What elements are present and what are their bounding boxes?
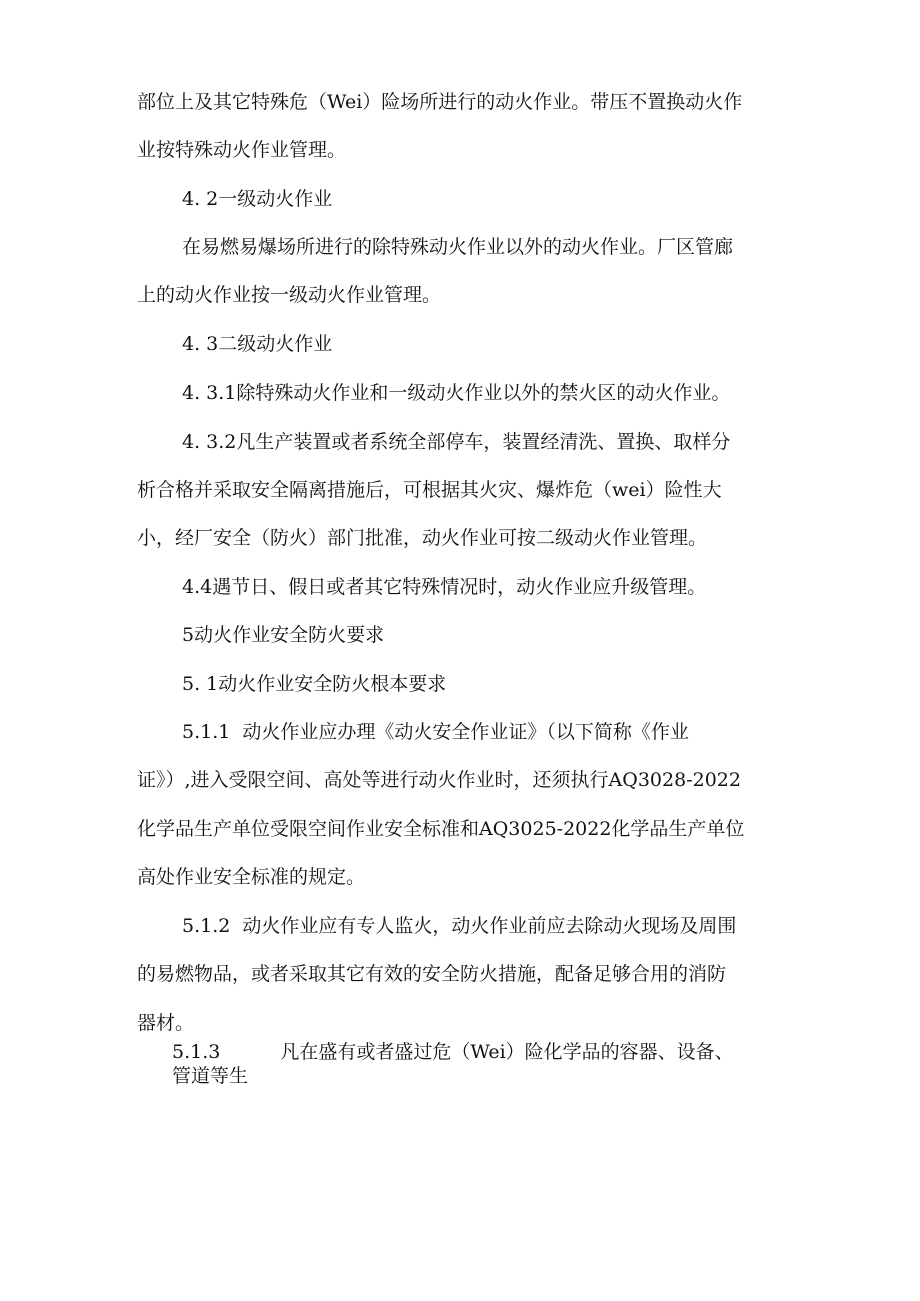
text-line: 化学品生产单位受限空间作业安全标准和AQ3025-2022化学品生产单位	[137, 818, 745, 840]
text-line: 在易燃易爆场所进行的除特殊动火作业以外的动火作业。厂区管廊	[182, 236, 734, 258]
text-line: 器材。	[137, 1012, 195, 1034]
text-line: 的易燃物品，或者采取其它有效的安全防火措施，配备足够合用的消防	[137, 963, 727, 985]
last-item-continuation: 管道等生	[172, 1065, 249, 1087]
text-line: 上的动火作业按一级动火作业管理。	[137, 284, 442, 306]
section-heading: 4. 3二级动火作业	[182, 333, 333, 355]
text-line: 5.1.1 动火作业应办理《动火安全作业证》（以下简称《作业	[182, 721, 689, 743]
text-line: 析合格并采取安全隔离措施后，可根据其火灾、爆炸危（wei）险性大	[137, 479, 722, 501]
text-line: 业按特殊动火作业管理。	[137, 139, 347, 161]
last-item-number: 5.1.3	[172, 1041, 221, 1063]
text-line: 证》）,进入受限空间、高处等进行动火作业时，还须执行AQ3028-2022	[137, 769, 741, 791]
last-item-line	[172, 1040, 734, 1064]
text-line: 4. 3.1除特殊动火作业和一级动火作业以外的禁火区的动火作业。	[182, 382, 731, 404]
text-line: 部位上及其它特殊危（Wei）险场所进行的动火作业。带压不置换动火作	[137, 91, 743, 113]
text-line: 4. 3.2凡生产装置或者系统全部停车，装置经清洗、置换、取样分	[182, 431, 731, 453]
section-heading: 4. 2一级动火作业	[182, 188, 333, 210]
text-line: 4.4遇节日、假日或者其它特殊情况时，动火作业应升级管理。	[182, 576, 707, 598]
text-line: 小，经厂安全（防火）部门批准，动火作业可按二级动火作业管理。	[137, 527, 708, 549]
text-line: 高处作业安全标准的规定。	[137, 866, 366, 888]
last-item-text: 凡在盛有或者盛过危（Wei）险化学品的容器、设备、	[280, 1041, 734, 1063]
section-heading: 5动火作业安全防火要求	[182, 624, 385, 646]
section-heading: 5. 1动火作业安全防火根本要求	[182, 673, 447, 695]
text-line: 5.1.2 动火作业应有专人监火，动火作业前应去除动火现场及周围	[182, 915, 737, 937]
